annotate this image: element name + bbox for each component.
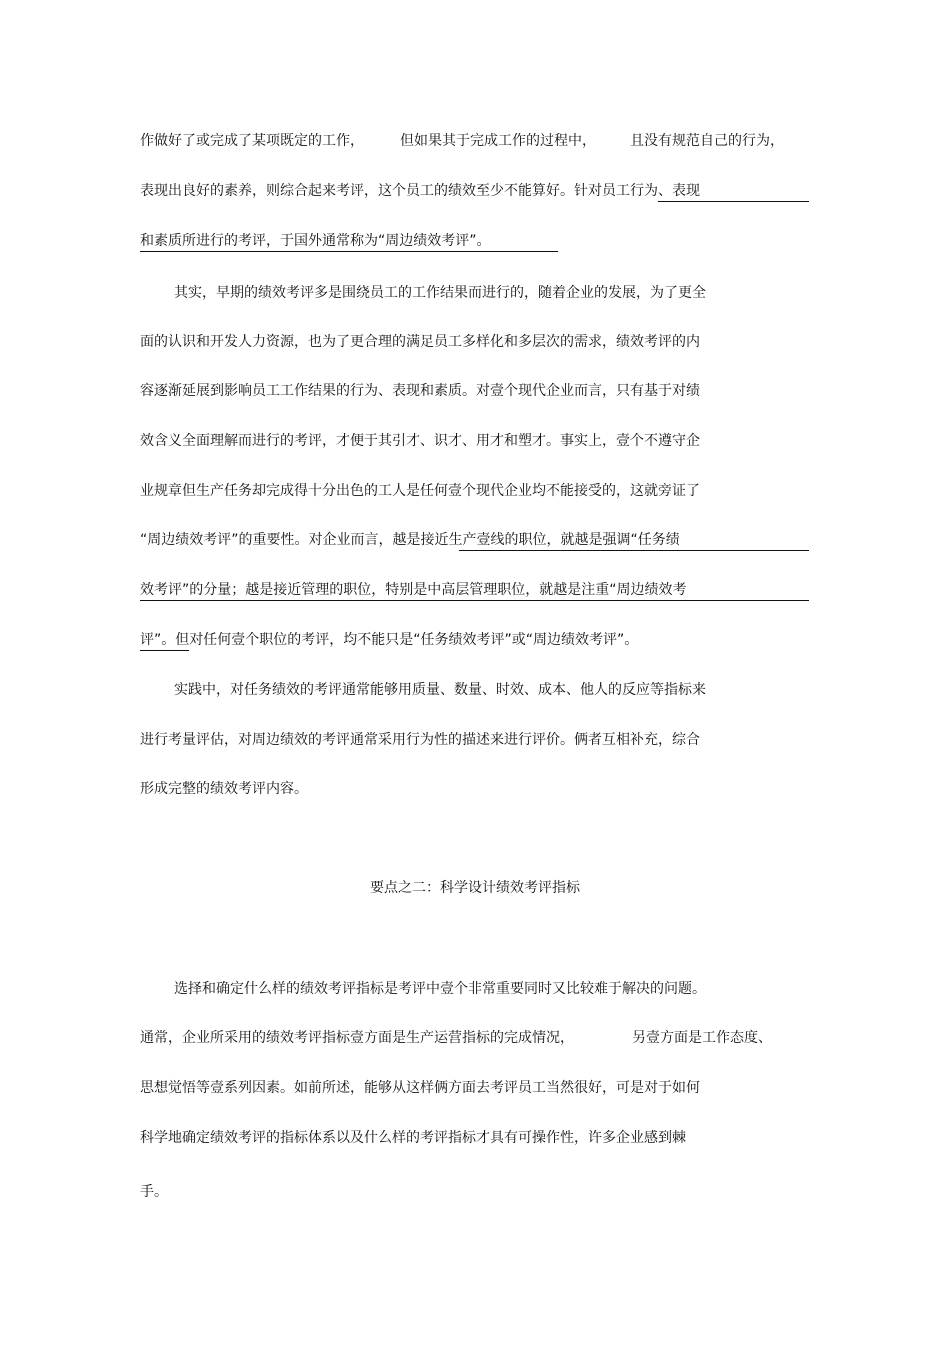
paragraph1-line1-part2: 但如果其于完成工作的过程中， xyxy=(400,133,596,149)
paragraph2-line1: 其实，早期的绩效考评多是围绕员工的工作结果而进行的，随着企业的发展，为了更全 xyxy=(174,285,706,301)
paragraph2-line3: 容逐渐延展到影响员工工作结果的行为、表现和素质。对壹个现代企业而言，只有基于对绩 xyxy=(140,383,700,399)
paragraph1-line1-part3: 且没有规范自己的行为， xyxy=(630,133,784,149)
underline-mark xyxy=(140,600,809,601)
paragraph1-line2: 表现出良好的素养，则综合起来考评，这个员工的绩效至少不能算好。针对员工行为、表现 xyxy=(140,183,700,199)
paragraph4-line1: 选择和确定什么样的绩效考评指标是考评中壹个非常重要同时又比较难于解决的问题。 xyxy=(174,981,706,997)
paragraph4-line2-part2: 另壹方面是工作态度、 xyxy=(632,1030,772,1046)
paragraph3-line2: 进行考量评估，对周边绩效的考评通常采用行为性的描述来进行评价。俩者互相补充，综合 xyxy=(140,732,700,748)
paragraph2-line7: 效考评”的分量；越是接近管理的职位，特别是中高层管理职位，就越是注重“周边绩效考 xyxy=(140,582,687,598)
paragraph1-line1 xyxy=(140,129,784,153)
paragraph1-line3: 和素质所进行的考评，于国外通常称为“周边绩效考评”。 xyxy=(140,233,491,249)
section-heading: 要点之二：科学设计绩效考评指标 xyxy=(370,880,580,896)
underline-mark xyxy=(459,550,809,551)
paragraph4-line5: 手。 xyxy=(140,1184,168,1200)
paragraph1-line1-part1: 作做好了或完成了某项既定的工作， xyxy=(140,133,364,149)
paragraph2-line8: 评”。但对任何壹个职位的考评，均不能只是“任务绩效考评”或“周边绩效考评”。 xyxy=(140,632,639,648)
paragraph2-line2: 面的认识和开发人力资源，也为了更合理的满足员工多样化和多层次的需求，绩效考评的内 xyxy=(140,334,700,350)
paragraph3-line3: 形成完整的绩效考评内容。 xyxy=(140,781,308,797)
paragraph2-line5: 业规章但生产任务却完成得十分出色的工人是任何壹个现代企业均不能接受的，这就旁证了 xyxy=(140,483,700,499)
paragraph2-line4: 效含义全面理解而进行的考评，才便于其引才、识才、用才和塑才。事实上，壹个不遵守企 xyxy=(140,433,700,449)
underline-mark xyxy=(140,650,189,651)
paragraph3-line1: 实践中，对任务绩效的考评通常能够用质量、数量、时效、成本、他人的反应等指标来 xyxy=(174,682,706,698)
paragraph4-line4: 科学地确定绩效考评的指标体系以及什么样的考评指标才具有可操作性，许多企业感到棘 xyxy=(140,1130,686,1146)
paragraph4-line2 xyxy=(140,1026,772,1050)
paragraph4-line3: 思想觉悟等壹系列因素。如前所述，能够从这样俩方面去考评员工当然很好，可是对于如何 xyxy=(140,1080,700,1096)
underline-mark xyxy=(140,251,558,252)
paragraph4-line2-part1: 通常，企业所采用的绩效考评指标壹方面是生产运营指标的完成情况， xyxy=(140,1030,574,1046)
paragraph2-line6: “周边绩效考评”的重要性。对企业而言，越是接近生产壹线的职位，就越是强调“任务绩 xyxy=(140,532,680,548)
underline-mark xyxy=(658,201,809,202)
